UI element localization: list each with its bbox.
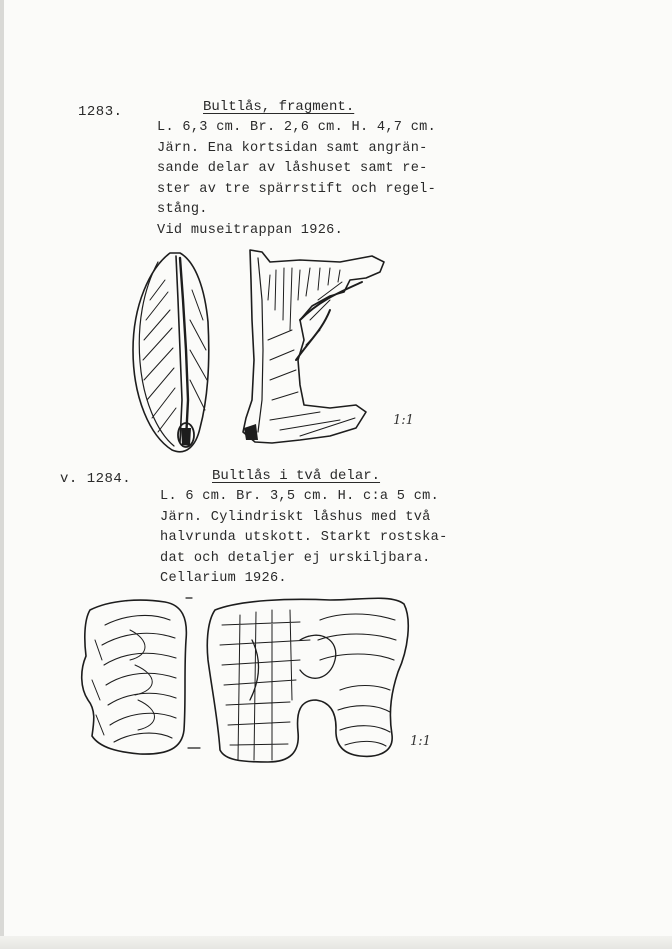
entry-1284-title: Bultlås i två delar. (212, 468, 381, 484)
entry-1283-title: Bultlås, fragment. (203, 99, 355, 115)
lock-1283-side-view-drawing (133, 253, 209, 452)
lock-1283-front-view-drawing (243, 250, 384, 443)
lock-1284-left-drawing (82, 600, 187, 754)
entry-1284-line-3: halvrunda utskott. Starkt rostska- (160, 530, 448, 546)
entry-1284-line-1: L. 6 cm. Br. 3,5 cm. H. c:a 5 cm. (160, 489, 440, 504)
entry-1284-line-5: Cellarium 1926. (160, 571, 287, 587)
entry-1283-line-4: ster av tre spärrstift och regel- (157, 181, 437, 197)
entry-1283-line-6: Vid museitrappan 1926. (157, 223, 344, 238)
entry-1283-number: 1283. (78, 104, 123, 120)
drawing-marks (186, 598, 200, 748)
entry-1283-line-2: Järn. Ena kortsidan samt angrän- (157, 140, 428, 156)
entry-1284-scale-label: 1:1 (410, 734, 431, 749)
entry-1284-line-4: dat och detaljer ej urskiljbara. (160, 550, 431, 566)
entry-1284-line-2: Järn. Cylindriskt låshus med två (160, 509, 431, 525)
entry-1283-line-1: L. 6,3 cm. Br. 2,6 cm. H. 4,7 cm. (157, 120, 437, 135)
entry-1284-number: v. 1284. (60, 471, 132, 487)
entry-1283-scale-label: 1:1 (393, 413, 414, 428)
lock-1284-right-drawing (207, 598, 408, 762)
entry-1283-line-3: sande delar av låshuset samt re- (157, 161, 428, 177)
entry-1283-line-5: stång. (157, 202, 208, 218)
